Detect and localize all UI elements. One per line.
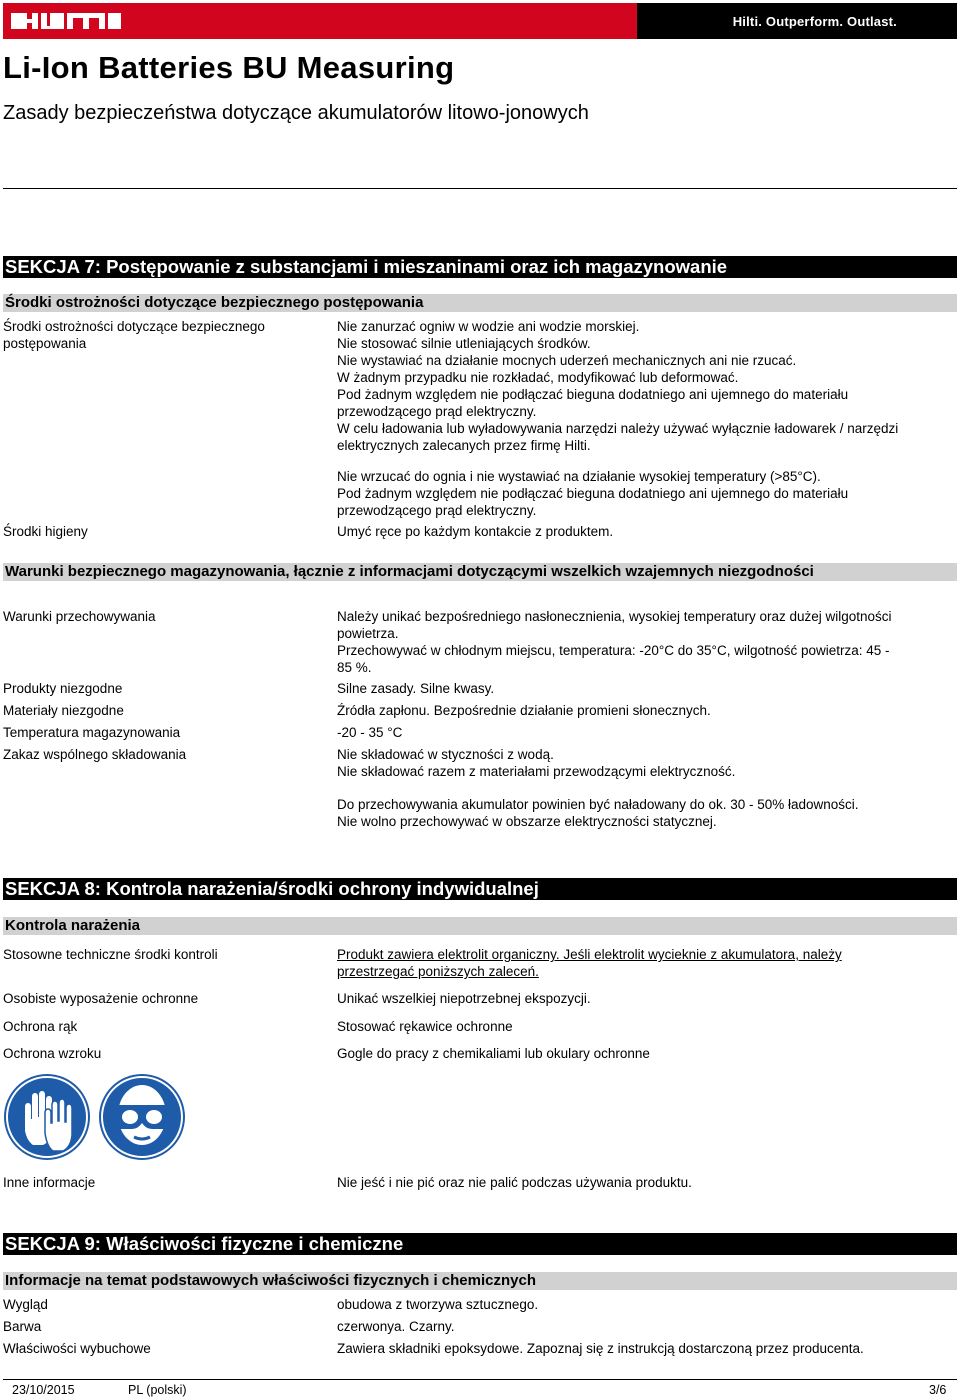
exposure-subheader: Kontrola narażenia xyxy=(3,917,957,935)
eye-protection-label: Ochrona wzroku xyxy=(3,1046,102,1061)
hygiene-value: Umyć ręce po każdym kontakcie z produktem. xyxy=(337,524,614,539)
engineering-controls-label: Stosowne techniczne środki kontroli xyxy=(3,947,218,962)
hilti-logo-icon xyxy=(11,11,121,31)
handling-line: Nie wrzucać do ognia i nie wystawiać na działanie wysokiej temperatury (>85°C). xyxy=(337,469,821,484)
handling-label: Środki ostrożności dotyczące bezpiecznego postępowania xyxy=(3,319,265,351)
handling-value xyxy=(337,318,947,454)
footer-divider xyxy=(3,1379,957,1380)
appearance-label: Wygląd xyxy=(3,1297,48,1312)
gloves-pictogram-icon xyxy=(3,1073,91,1161)
header-bar xyxy=(3,3,957,39)
handling-subheader: Środki ostrożności dotyczące bezpiecznego postępowania xyxy=(3,294,957,312)
hygiene-label: Środki higieny xyxy=(3,524,88,539)
handling-line: W żadnym przypadku nie rozkładać, modyfikować lub deformować. xyxy=(337,370,739,385)
incompatible-materials-value: Źródła zapłonu. Bezpośrednie działanie promieni słonecznych. xyxy=(337,703,711,718)
properties-subheader: Informacje na temat podstawowych właściwości fizycznych i chemicznych xyxy=(3,1272,957,1290)
brand-slogan: Hilti. Outperform. Outlast. xyxy=(732,13,897,29)
hand-protection-label: Ochrona rąk xyxy=(3,1019,78,1034)
goggles-pictogram-icon xyxy=(98,1073,186,1161)
incompatible-materials-label: Materiały niezgodne xyxy=(3,703,124,718)
incompatible-products-value: Silne zasady. Silne kwasy. xyxy=(337,681,495,696)
color-value: czerwonya. Czarny. xyxy=(337,1319,455,1334)
storage-ban-value: Nie składować w styczności z wodą. Nie składować razem z materiałami przewodzącymi elektryczność. xyxy=(337,747,736,779)
handling-line: przewodzącego prąd elektryczny. xyxy=(337,503,537,518)
explosive-value: Zawiera składniki epoksydowe. Zapoznaj się z instrukcją dostarczoną przez producenta. xyxy=(337,1341,864,1356)
section-7-header: SEKCJA 7: Postępowanie z substancjami i mieszaninami oraz ich magazynowanie xyxy=(3,256,957,278)
storage-temp-value: -20 - 35 °C xyxy=(337,725,403,740)
brand-black-bar xyxy=(637,3,957,39)
handling-line: przewodzącego prąd elektryczny. xyxy=(337,404,537,419)
ppe-label: Osobiste wyposażenie ochronne xyxy=(3,991,199,1006)
appearance-value: obudowa z tworzywa sztucznego. xyxy=(337,1297,539,1312)
brand-red-bar xyxy=(3,3,637,39)
other-info-value: Nie jeść i nie pić oraz nie palić podczas używania produktu. xyxy=(337,1175,692,1190)
engineering-controls-value: Produkt zawiera elektrolit organiczny. Jeśli elektrolit wycieknie z akumulatora, należy przestrzegać poniższych zaleceń. xyxy=(337,947,842,979)
handling-value-2 xyxy=(337,468,947,519)
storage-ban-label: Zakaz wspólnego składowania xyxy=(3,747,187,762)
other-info-label: Inne informacje xyxy=(3,1175,96,1190)
title-divider xyxy=(3,188,957,189)
hand-protection-value: Stosować rękawice ochronne xyxy=(337,1019,513,1034)
handling-line: elektrycznych zalecanych przez firmę Hilti. xyxy=(337,438,591,453)
storage-extra-value: Do przechowywania akumulator powinien być naładowany do ok. 30 - 50% ładowności. Nie wolno przechowywać w obszarze elektryczności statycznej. xyxy=(337,797,859,829)
footer-date: 23/10/2015 xyxy=(12,1383,75,1397)
explosive-label: Właściwości wybuchowe xyxy=(3,1341,151,1356)
handling-line: Pod żadnym względem nie podłączać bieguna dodatniego ani ujemnego do materiału xyxy=(337,486,849,501)
document-title: Li-Ion Batteries BU Measuring xyxy=(3,50,455,85)
section-8-header: SEKCJA 8: Kontrola narażenia/środki ochrony indywidualnej xyxy=(3,878,957,900)
handling-line: Nie wystawiać na działanie mocnych uderzeń mechanicznych ani nie rzucać. xyxy=(337,353,797,368)
eye-protection-value: Gogle do pracy z chemikaliami lub okulary ochronne xyxy=(337,1046,650,1061)
handling-line: Nie zanurzać ogniw w wodzie ani wodzie morskiej. xyxy=(337,319,640,334)
incompatible-products-label: Produkty niezgodne xyxy=(3,681,123,696)
document-subtitle: Zasady bezpieczeństwa dotyczące akumulatorów litowo-jonowych xyxy=(3,102,589,124)
storage-conditions-label: Warunki przechowywania xyxy=(3,609,156,624)
storage-temp-label: Temperatura magazynowania xyxy=(3,725,181,740)
ppe-value: Unikać wszelkiej niepotrzebnej ekspozycji. xyxy=(337,991,591,1006)
footer-language: PL (polski) xyxy=(128,1383,187,1397)
storage-subheader: Warunki bezpiecznego magazynowania, łącznie z informacjami dotyczącymi wszelkich wzajemnych niezgodności xyxy=(3,563,957,581)
handling-line: W celu ładowania lub wyładowywania narzędzi należy używać wyłącznie ładowarek / narzędzi xyxy=(337,421,899,436)
handling-line: Nie stosować silnie utleniających środków. xyxy=(337,336,591,351)
footer-page-number: 3/6 xyxy=(929,1383,947,1397)
storage-conditions-value: Należy unikać bezpośredniego nasłonecznienia, wysokiej temperatury oraz dużej wilgotności powietrza. Przechowywać w chłodnym miejscu, temperatura: -20°C do 35°C, wilgotność powietrza: 45 - 85 %. xyxy=(337,609,892,675)
handling-line: Pod żadnym względem nie podłączać bieguna dodatniego ani ujemnego do materiału xyxy=(337,387,849,402)
color-label: Barwa xyxy=(3,1319,42,1334)
section-9-header: SEKCJA 9: Właściwości fizyczne i chemiczne xyxy=(3,1233,957,1255)
